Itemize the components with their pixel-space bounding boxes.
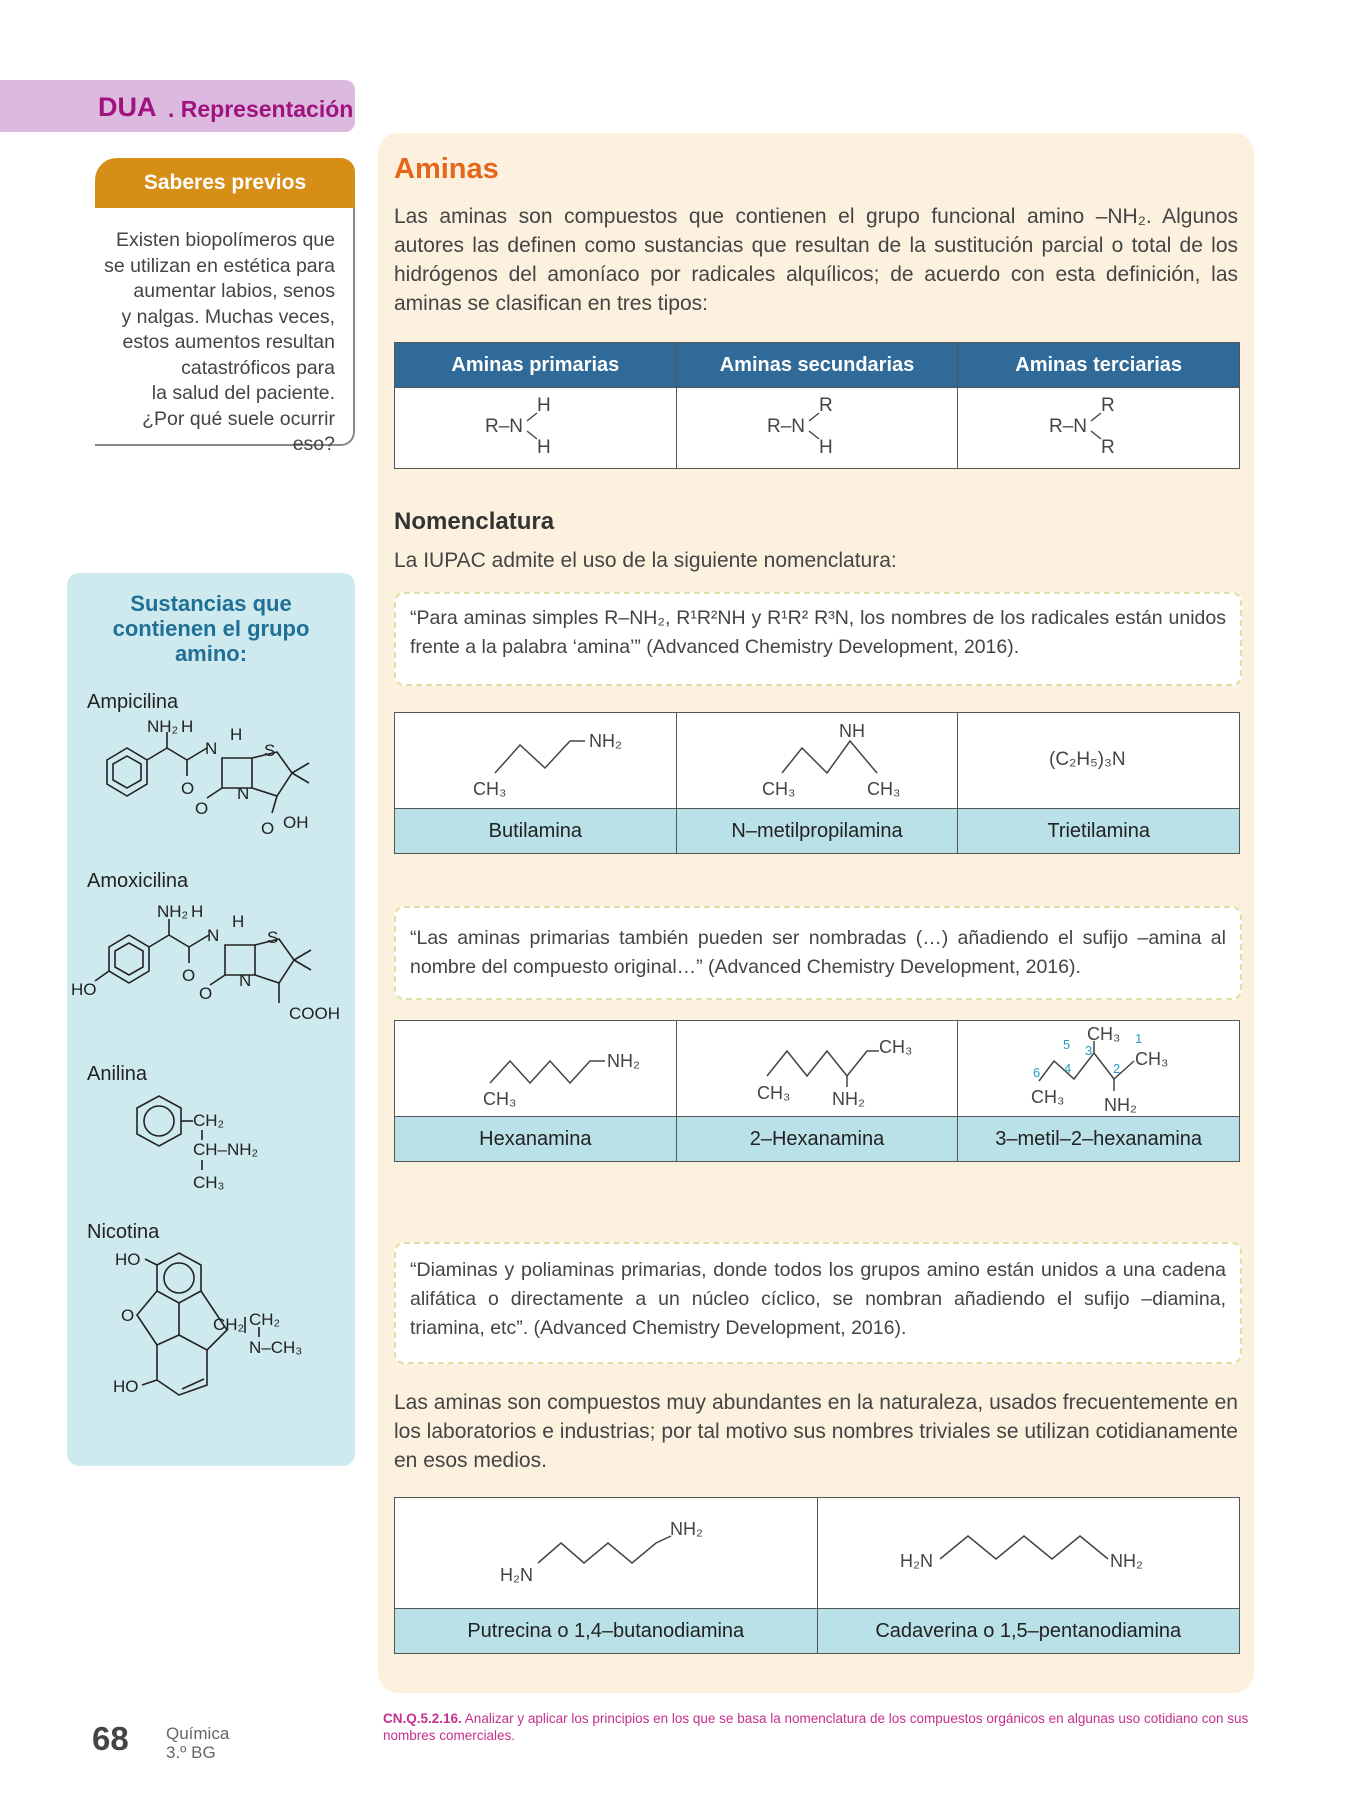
nomenclature-table-1	[394, 712, 1240, 854]
saberes-line: y nalgas. Muchas veces,	[121, 305, 335, 328]
svg-text:CH₃: CH₃	[761, 779, 796, 799]
quote-box-2	[394, 906, 1242, 1000]
svg-text:R–N: R–N	[485, 415, 524, 437]
primary-amine-formula	[475, 391, 595, 461]
anilina-structure	[117, 1088, 317, 1198]
svg-text:(C₂H₅)₃N: (C₂H₅)₃N	[1048, 749, 1126, 770]
svg-text:HO: HO	[71, 980, 97, 999]
section-title-nomenclatura: Nomenclatura	[394, 508, 555, 535]
svg-text:O: O	[195, 799, 209, 818]
butilamina-skeletal	[435, 713, 635, 803]
svg-text:5: 5	[1062, 1037, 1070, 1052]
svg-text:HO: HO	[113, 1377, 139, 1396]
svg-text:O: O	[182, 966, 196, 985]
saberes-previos-box	[95, 208, 355, 455]
butilamina-structure	[395, 713, 677, 809]
saberes-previos-header: Saberes previos	[95, 158, 355, 208]
saberes-previos-text	[95, 228, 335, 458]
saberes-line: se utilizan en estética para	[104, 254, 335, 277]
svg-text:CH₃: CH₃	[756, 1083, 791, 1103]
book-subject: Química	[166, 1724, 230, 1743]
amino-substances-box	[67, 573, 355, 1466]
svg-text:CH₂: CH₂	[213, 1315, 245, 1334]
trietilamina-formula	[999, 713, 1199, 803]
amino-substances-title	[67, 591, 355, 666]
svg-text:CH₃: CH₃	[483, 1089, 517, 1109]
name-cadaverina: Cadaverina o 1,5–pentanodiamina	[817, 1609, 1240, 1654]
svg-text:H: H	[181, 717, 194, 736]
metilpropilamina-structure	[676, 713, 958, 809]
svg-text:CH–NH₂: CH–NH₂	[193, 1140, 259, 1159]
quote-1-text: “Para aminas simples R–NH₂, R¹R²NH y R¹R² R³N, los nombres de los radicales están unidos frente a la palabra ‘amina’” (Advanced Chemistry Development, 2016).	[410, 607, 1226, 658]
tertiary-structure	[958, 388, 1240, 469]
svg-text:R–N: R–N	[766, 415, 805, 437]
2-hexanamina-skeletal	[707, 1021, 927, 1111]
metilpropilamina-skeletal	[717, 713, 917, 803]
svg-text:H₂N: H₂N	[900, 1550, 934, 1571]
book-info	[166, 1724, 229, 1762]
saberes-line: la salud del paciente.	[151, 382, 335, 404]
svg-text:CH₃: CH₃	[866, 779, 901, 799]
svg-text:CH₂: CH₂	[193, 1111, 225, 1130]
3-metil-2-hexanamina-structure	[958, 1021, 1240, 1117]
title-line: Sustancias que	[130, 591, 292, 616]
3-metil-2-hexanamina-skeletal	[979, 1021, 1219, 1115]
svg-text:OH: OH	[283, 813, 309, 832]
svg-text:NH₂: NH₂	[157, 902, 189, 921]
putrecina-skeletal	[456, 1501, 756, 1601]
svg-text:N: N	[205, 739, 218, 758]
saberes-line: catastróficos para	[181, 356, 335, 379]
svg-text:NH₂: NH₂	[831, 1089, 865, 1109]
quote-2-text: “Las aminas primarias también pueden ser nombradas (…) añadiendo el sufijo –amina al nombre del compuesto original…” (Advanced Chemistry Development, 2016).	[410, 927, 1226, 978]
saberes-line: estos aumentos resultan	[122, 331, 335, 353]
svg-text:NH₂: NH₂	[147, 717, 179, 736]
secondary-structure	[676, 388, 958, 469]
nicotina-label: Nicotina	[87, 1221, 160, 1243]
svg-text:6: 6	[1032, 1065, 1040, 1080]
cadaverina-structure	[817, 1498, 1240, 1609]
svg-text:CH₃: CH₃	[878, 1037, 913, 1057]
svg-text:H: H	[818, 436, 833, 458]
svg-text:CH₃: CH₃	[1134, 1049, 1168, 1069]
svg-text:1: 1	[1134, 1031, 1142, 1046]
name-3-metil-2-hexanamina: 3–metil–2–hexanamina	[958, 1117, 1240, 1162]
quote-3-text: “Diaminas y poliaminas primarias, donde todos los grupos amino están unidos a una cadena alifática o directamente a un núcleo cíclico, se nombran añadiendo el sufijo –diamina, triamina, etc”. (Advanced Chemistry Development, 2016).	[410, 1259, 1226, 1339]
name-putrecina: Putrecina o 1,4–butanodiamina	[395, 1609, 818, 1654]
book-level: 3.º BG	[166, 1743, 216, 1762]
page-number: 68	[92, 1720, 129, 1757]
svg-text:CH₂: CH₂	[249, 1310, 281, 1329]
aminas-intro: Las aminas son compuestos que contienen el grupo funcional amino –NH₂. Algunos autores las definen como sustancias que resultan de la sustitución parcial o total de los hidrógenos del amoníaco por radicales alquílicos; de acuerdo con esta definición, las aminas se clasifican en tres tipos:	[394, 205, 1238, 315]
ampicilina-structure	[77, 718, 347, 853]
section-title-aminas: Aminas	[394, 153, 499, 185]
type-header: Aminas secundarias	[676, 343, 958, 388]
svg-text:O: O	[261, 819, 275, 838]
svg-text:N: N	[207, 926, 220, 945]
hexanamina-skeletal	[435, 1021, 641, 1111]
primary-structure	[395, 388, 677, 469]
svg-text:H: H	[230, 725, 243, 744]
svg-text:NH₂: NH₂	[607, 1051, 641, 1071]
svg-text:HO: HO	[115, 1250, 141, 1269]
svg-text:NH₂: NH₂	[589, 731, 623, 751]
title-line: contienen el grupo	[112, 616, 310, 641]
svg-text:COOH: COOH	[289, 1004, 340, 1023]
2-hexanamina-structure	[676, 1021, 958, 1117]
quote-box-3	[394, 1242, 1242, 1364]
nomenclatura-intro: La IUPAC admite el uso de la siguiente nomenclatura:	[394, 549, 897, 572]
svg-text:S: S	[267, 928, 279, 947]
svg-text:R–N: R–N	[1048, 415, 1087, 437]
svg-text:NH₂: NH₂	[1103, 1095, 1137, 1115]
name-trietilamina: Trietilamina	[958, 809, 1240, 854]
dua-subtitle: . Representación	[168, 96, 354, 122]
amoxicilina-structure	[67, 895, 352, 1040]
name-butilamina: Butilamina	[395, 809, 677, 854]
diamines-table	[394, 1497, 1240, 1654]
ampicilina-label: Ampicilina	[87, 691, 179, 713]
name-hexanamina: Hexanamina	[395, 1117, 677, 1162]
putrecina-structure	[395, 1498, 818, 1609]
nomenclature-table-2	[394, 1020, 1240, 1162]
svg-text:N–CH₃: N–CH₃	[249, 1338, 303, 1357]
svg-text:O: O	[199, 984, 213, 1003]
svg-text:CH₃: CH₃	[1086, 1024, 1120, 1044]
svg-text:H₂N: H₂N	[499, 1564, 533, 1585]
saberes-line: ¿Por qué suele ocurrir eso?	[142, 407, 335, 455]
svg-text:S: S	[264, 741, 276, 760]
svg-text:NH: NH	[838, 721, 865, 741]
amoxicilina-label: Amoxicilina	[87, 870, 189, 892]
trietilamina-structure	[958, 713, 1240, 809]
svg-text:3: 3	[1084, 1043, 1092, 1058]
cadaverina-skeletal	[868, 1501, 1188, 1601]
svg-text:NH₂: NH₂	[1110, 1550, 1144, 1571]
anilina-label: Anilina	[87, 1063, 148, 1085]
curriculum-code-id: CN.Q.5.2.16.	[383, 1711, 462, 1726]
svg-text:R: R	[1100, 436, 1115, 458]
svg-text:CH₃: CH₃	[473, 779, 507, 799]
svg-text:O: O	[121, 1306, 135, 1325]
svg-text:H: H	[232, 912, 245, 931]
title-line: amino:	[174, 641, 248, 666]
curriculum-code	[383, 1710, 1263, 1744]
saberes-line: Existen biopolímeros que	[116, 229, 335, 251]
closing-paragraph: Las aminas son compuestos muy abundantes en la naturaleza, usados frecuentemente en los laboratorios e industrias; por tal motivo sus nombres triviales se utilizan cotidianamente en esos medios.	[394, 1391, 1238, 1472]
quote-box-1	[394, 592, 1242, 686]
svg-text:R: R	[1100, 394, 1115, 416]
svg-text:N: N	[237, 784, 250, 803]
type-header: Aminas terciarias	[958, 343, 1240, 388]
svg-text:2: 2	[1112, 1061, 1120, 1076]
svg-text:N: N	[239, 971, 252, 990]
secondary-amine-formula	[757, 391, 877, 461]
tertiary-amine-formula	[1039, 391, 1159, 461]
svg-text:CH₃: CH₃	[193, 1173, 225, 1192]
saberes-line: aumentar labios, senos	[133, 280, 335, 302]
svg-text:H: H	[191, 902, 204, 921]
curriculum-code-text: Analizar y aplicar los principios en los que se basa la nomenclatura de los compuestos orgánicos en algunas uso cotidiano con sus nombres comerciales.	[383, 1711, 1249, 1743]
svg-text:H: H	[537, 394, 552, 416]
svg-text:4: 4	[1063, 1061, 1071, 1076]
name-2-hexanamina: 2–Hexanamina	[676, 1117, 958, 1162]
dua-label: DUA	[98, 92, 157, 122]
svg-text:R: R	[818, 394, 833, 416]
name-metilpropilamina: N–metilpropilamina	[676, 809, 958, 854]
dua-tab	[0, 80, 355, 132]
svg-text:H: H	[537, 436, 552, 458]
nicotina-structure	[87, 1245, 347, 1445]
amine-types-table	[394, 342, 1240, 469]
svg-text:NH₂: NH₂	[669, 1518, 703, 1539]
svg-text:O: O	[181, 779, 195, 798]
hexanamina-structure	[395, 1021, 677, 1117]
type-header: Aminas primarias	[395, 343, 677, 388]
svg-text:CH₃: CH₃	[1030, 1087, 1064, 1107]
